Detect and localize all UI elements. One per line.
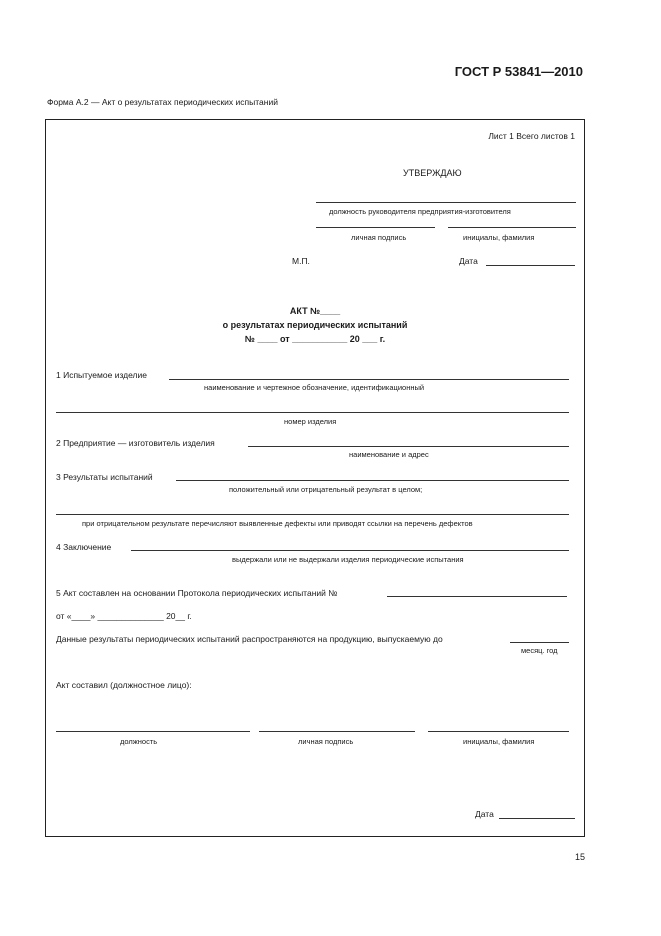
item5-label: 5 Акт составлен на основании Протокола периодических испытаний №	[56, 588, 338, 598]
sheet-info: Лист 1 Всего листов 1	[488, 131, 575, 141]
position-caption: должность руководителя предприятия-изготовителя	[329, 207, 511, 216]
item5-line[interactable]	[387, 596, 567, 597]
approve-title: УТВЕРЖДАЮ	[403, 168, 462, 178]
item1-line[interactable]	[169, 379, 569, 380]
signature-line[interactable]	[316, 227, 435, 228]
item3-line[interactable]	[176, 480, 569, 481]
sig-signature-caption: личная подпись	[298, 737, 354, 746]
act-number-line: № ____ от ___________ 20 ___ г.	[244, 334, 386, 344]
sig-position-caption: должность	[120, 737, 158, 746]
sig-signature-line[interactable]	[259, 731, 415, 732]
item3-line2[interactable]	[56, 514, 569, 515]
page-number: 15	[574, 852, 585, 862]
item3-label: 3 Результаты испытаний	[56, 472, 153, 482]
position-line[interactable]	[316, 202, 576, 203]
sig-position-line[interactable]	[56, 731, 250, 732]
form-caption: Форма А.2 — Акт о результатах периодических испытаний	[47, 97, 278, 107]
approve-date-line[interactable]	[486, 265, 575, 266]
applies-line[interactable]	[510, 642, 569, 643]
final-date-line[interactable]	[499, 818, 575, 819]
item4-caption: выдержали или не выдержали изделия периодические испытания	[232, 555, 464, 564]
item1-caption: наименование и чертежное обозначение, идентификационный	[204, 383, 425, 392]
final-date-label: Дата	[475, 809, 494, 819]
compiled-by: Акт составил (должностное лицо):	[56, 680, 192, 690]
item1-label: 1 Испытуемое изделие	[56, 370, 147, 380]
applies-caption: месяц. год	[521, 646, 558, 655]
name-caption: инициалы, фамилия	[463, 233, 535, 242]
item1-caption2: номер изделия	[284, 417, 337, 426]
item2-label: 2 Предприятие — изготовитель изделия	[56, 438, 215, 448]
item4-label: 4 Заключение	[56, 542, 112, 552]
item3-caption: положительный или отрицательный результат в целом;	[229, 485, 423, 494]
act-subtitle: о результатах периодических испытаний	[222, 320, 408, 330]
date-line: от «____» ______________ 20__ г.	[56, 611, 192, 621]
item2-line[interactable]	[248, 446, 569, 447]
sig-name-caption: инициалы, фамилия	[463, 737, 535, 746]
stamp-label: М.П.	[292, 256, 310, 266]
sig-name-line[interactable]	[428, 731, 569, 732]
approve-date-label: Дата	[459, 256, 478, 266]
item2-caption: наименование и адрес	[349, 450, 429, 459]
item1-line2[interactable]	[56, 412, 569, 413]
item3-caption2: при отрицательном результате перечисляют выявленные дефекты или приводят ссылки на перечень дефектов	[82, 519, 473, 528]
name-line[interactable]	[448, 227, 576, 228]
item4-line[interactable]	[131, 550, 569, 551]
applies-text: Данные результаты периодических испытаний распространяются на продукцию, выпускаемую до	[56, 634, 443, 644]
act-title: АКТ №____	[289, 306, 341, 316]
standard-number: ГОСТ Р 53841—2010	[454, 64, 583, 79]
signature-caption: личная подпись	[351, 233, 407, 242]
